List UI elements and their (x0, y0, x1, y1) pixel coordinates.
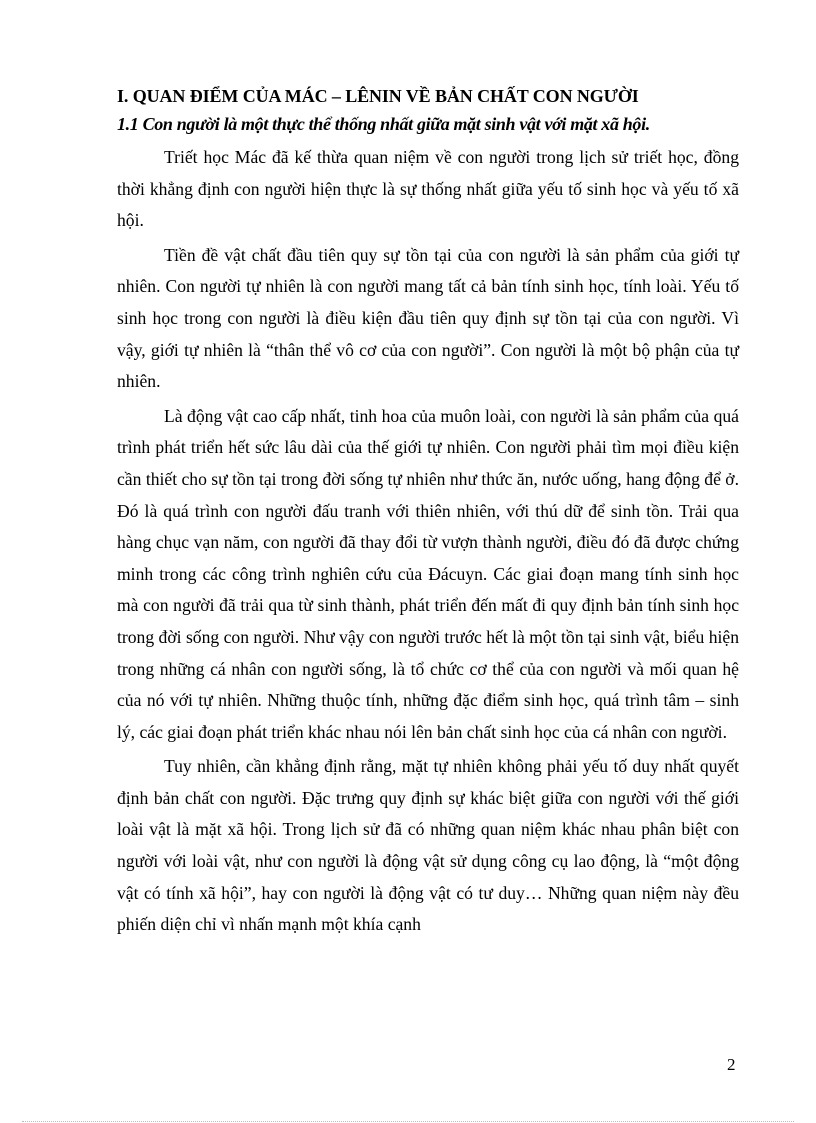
page-number: 2 (727, 1055, 736, 1074)
subsection-title: 1.1 Con người là một thực thể thống nhất giữa mặt sinh vật với mặt xã hội. (117, 114, 650, 134)
paragraph-3: Là động vật cao cấp nhất, tinh hoa của muôn loài, con người là sản phẩm của quá trình phát triển hết sức lâu dài của thế giới tự nhiên. Con người phải tìm mọi điều kiện cần thiết cho sự tồn tại trong đời sống tự nhiên như thức ăn, nước uống, hang động để ở. Đó là quá trình con người đấu tranh với thiên nhiên, với thú dữ để sinh tồn. Trải qua hàng chục vạn năm, con người đã thay đổi từ vượn thành người, điều đó đã được chứng minh trong các công trình nghiên cứu của Đácuyn. Các giai đoạn mang tính sinh học mà con người đã trải qua từ sinh thành, phát triển đến mất đi quy định bản tính sinh học trong đời sống con người. Như vậy con người trước hết là một tồn tại sinh vật, biểu hiện trong những cá nhân con người sống, là tổ chức cơ thể của con người và mối quan hệ của nó với tự nhiên. Những thuộc tính, những đặc điểm sinh học, quá trình tâm – sinh lý, các giai đoạn phát triển khác nhau nói lên bản chất sinh học của cá nhân con người. (117, 405, 739, 742)
paragraph-1: Triết học Mác đã kế thừa quan niệm về con người trong lịch sử triết học, đồng thời khẳng định con người hiện thực là sự thống nhất giữa yếu tố sinh học và yếu tố xã hội. (117, 147, 739, 231)
paragraph-2: Tiền đề vật chất đầu tiên quy sự tồn tại của con người là sản phẩm của giới tự nhiên. Con người tự nhiên là con người mang tất cả bản tính sinh học, tính loài. Yếu tố sinh học trong con người là điều kiện đầu tiên quy định sự tồn tại của con người. Vì vậy, giới tự nhiên là “thân thể vô cơ của con người”. Con người là một bộ phận của tự nhiên. (117, 244, 739, 392)
page-bottom-divider (22, 1121, 794, 1122)
page-content (117, 84, 739, 944)
paragraph-4: Tuy nhiên, cần khẳng định rằng, mặt tự nhiên không phải yếu tố duy nhất quyết định bản chất con người. Đặc trưng quy định sự khác biệt giữa con người với thế giới loài vật là mặt xã hội. Trong lịch sử đã có những quan niệm khác nhau phân biệt con người với loài vật, như con người là động vật sử dụng công cụ lao động, là “một động vật có tính xã hội”, hay con người là động vật có tư duy… Những quan niệm này đều phiến diện chỉ vì nhấn mạnh một khía cạnh (117, 756, 739, 935)
section-title: I. QUAN ĐIỂM CỦA MÁC – LÊNIN VỀ BẢN CHẤT CON NGƯỜI (117, 86, 639, 106)
